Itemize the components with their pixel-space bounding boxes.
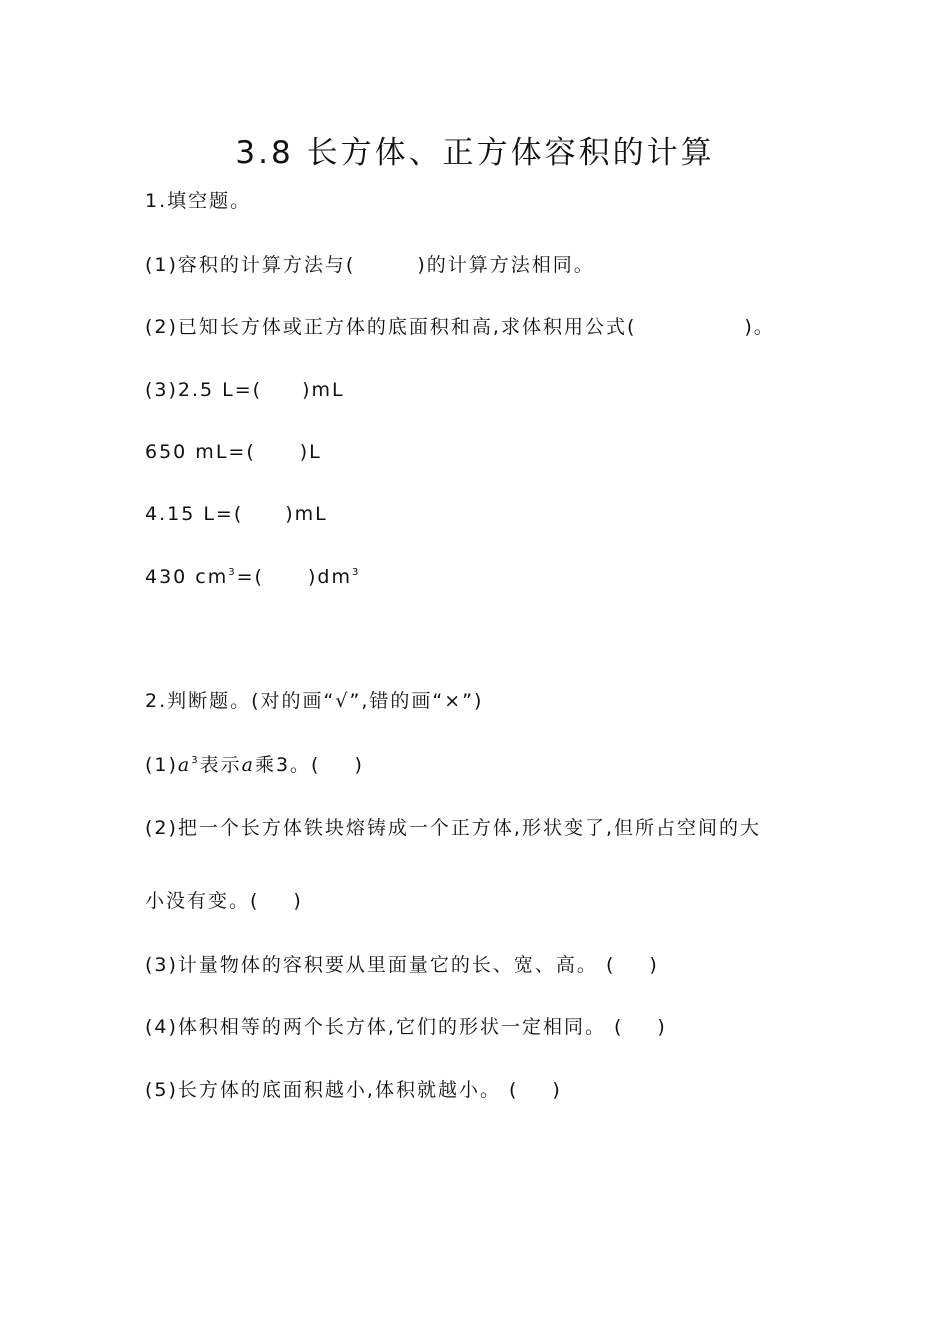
q3d-after: )dm [307, 566, 352, 588]
q3c-after: )mL [285, 503, 328, 525]
j1-mid: 表示 [199, 754, 242, 776]
j4-after: ) [657, 1016, 667, 1038]
q3-before: (3)2.5 L=( [145, 379, 263, 401]
fill-question-3 [145, 377, 345, 403]
q3-after: )mL [302, 379, 345, 401]
q1-after: )的计算方法相同。 [417, 254, 595, 276]
j3-before: (3)计量物体的容积要从里面量它的长、宽、高。 ( [145, 954, 616, 976]
j5-after: ) [552, 1079, 562, 1101]
judge-question-5 [145, 1077, 562, 1103]
fill-question-3d [145, 564, 360, 590]
section-2-heading: 2.判断题。(对的画“√”,错的画“×”) [145, 690, 484, 712]
j1-after: 乘3。( [254, 754, 321, 776]
j4-before: (4)体积相等的两个长方体,它们的形状一定相同。 ( [145, 1016, 624, 1038]
q2-after: )。 [744, 316, 775, 338]
q2-before: (2)已知长方体或正方体的底面积和高,求体积用公式( [145, 316, 637, 338]
q3d-sup2: 3 [351, 567, 361, 578]
q3d-mid: =( [236, 566, 264, 588]
judge-question-2b [145, 888, 303, 914]
fill-question-1 [145, 252, 595, 278]
j1-sup: 3 [191, 755, 200, 766]
judge-question-1 [145, 752, 364, 778]
j1-close: ) [354, 754, 364, 776]
q3d-sup1: 3 [228, 567, 237, 578]
judge-question-3 [145, 952, 659, 978]
q3b-before: 650 mL=( [145, 441, 256, 463]
fill-question-2 [145, 314, 775, 340]
j2b-after: ) [293, 890, 303, 912]
fill-question-3c [145, 501, 328, 527]
j1-prefix: (1) [145, 754, 178, 776]
fill-question-3b [145, 439, 322, 465]
q3c-before: 4.15 L=( [145, 503, 244, 525]
q3d-before: 430 cm [145, 566, 229, 588]
page-title: 3.8 长方体、正方体容积的计算 [235, 135, 715, 171]
j5-before: (5)长方体的底面积越小,体积就越小。 ( [145, 1079, 519, 1101]
q1-before: (1)容积的计算方法与( [145, 254, 356, 276]
judge-question-2a: (2)把一个长方体铁块熔铸成一个正方体,形状变了,但所占空间的大 [145, 817, 761, 839]
judge-question-4 [145, 1014, 667, 1040]
j2b-before: 小没有变。( [145, 890, 260, 912]
section-1-heading: 1.填空题。 [145, 190, 252, 212]
q3b-after: )L [299, 441, 322, 463]
j3-after: ) [649, 954, 659, 976]
j1-var1: a [177, 754, 192, 776]
j1-var2: a [241, 754, 255, 776]
